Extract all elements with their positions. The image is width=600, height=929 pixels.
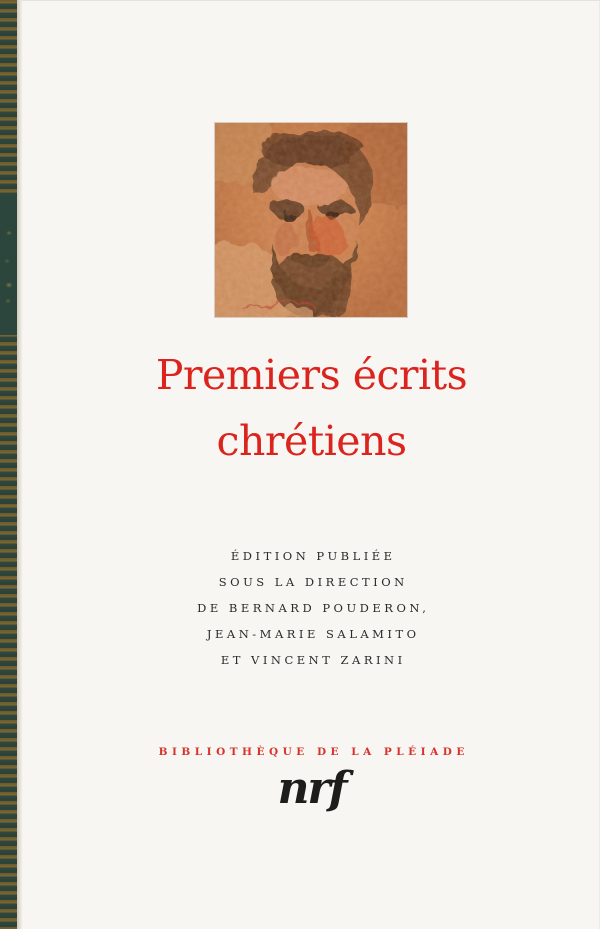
book-spine (0, 0, 17, 929)
book-title (23, 342, 600, 474)
title-line-1: Premiers écrits (155, 351, 468, 399)
edition-line: SOUS LA DIRECTION (218, 575, 408, 589)
edition-credits (23, 543, 600, 673)
nrf-publisher-logo: nrf (277, 763, 346, 814)
title-line-2: chrétiens (216, 417, 407, 465)
spine-gilt-lettering (3, 223, 13, 313)
fresco-portrait-image (215, 123, 407, 317)
edition-line: ÉDITION PUBLIÉE (230, 549, 396, 563)
edition-line: JEAN-MARIE SALAMITO (206, 627, 420, 641)
edition-line: ET VINCENT ZARINI (220, 653, 406, 667)
edition-line: DE BERNARD POUDERON, (197, 601, 430, 615)
spine-label-panel (0, 195, 17, 335)
collection-name: BIBLIOTHÈQUE DE LA PLÉIADE (158, 746, 469, 758)
